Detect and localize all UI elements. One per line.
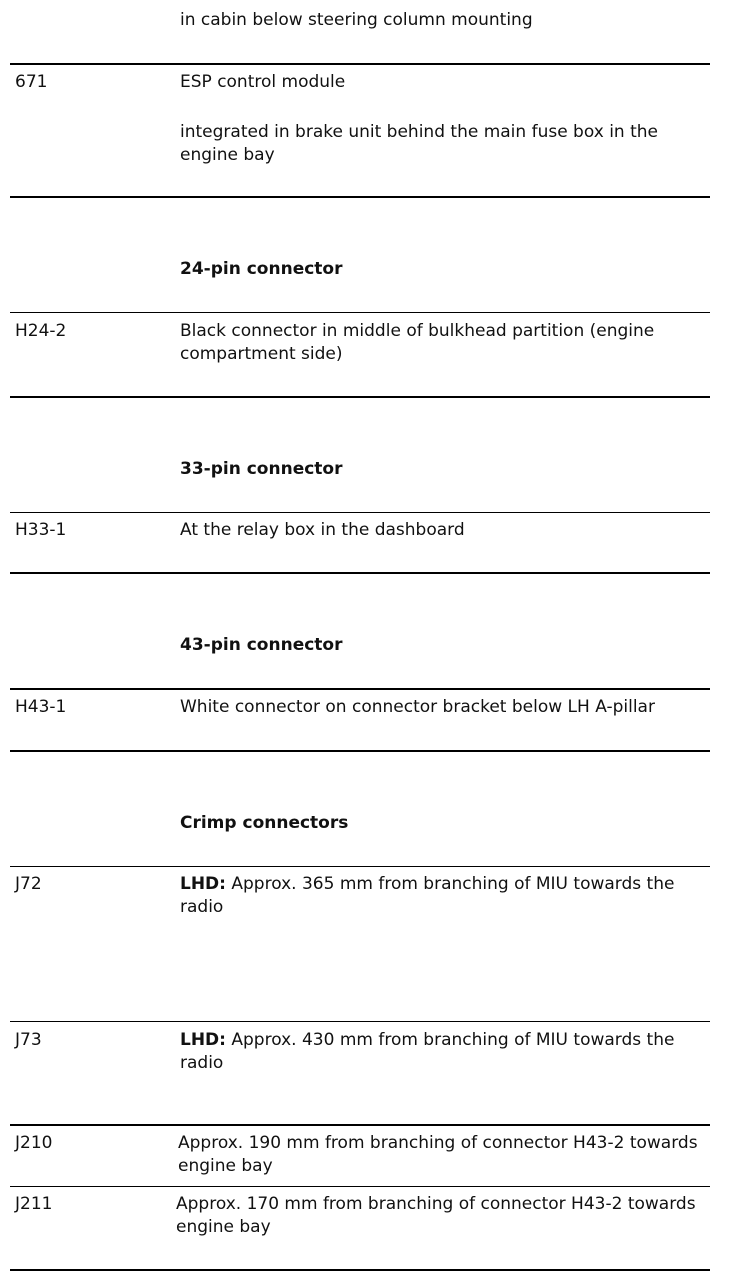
location-text: integrated in brake unit behind the main fuse box in the engine bay <box>180 122 658 165</box>
location-text <box>180 873 705 919</box>
section-heading: 24-pin connector <box>180 259 343 279</box>
section-heading: 43-pin connector <box>180 635 343 655</box>
connector-code: J210 <box>15 1133 53 1153</box>
divider <box>10 1021 710 1022</box>
divider <box>10 750 710 752</box>
connector-code: J72 <box>15 874 42 894</box>
divider <box>10 196 710 198</box>
location-text: At the relay box in the dashboard <box>180 520 465 540</box>
location-detail: Approx. 430 mm from branching of MIU towards the radio <box>180 1030 675 1073</box>
location-detail: Approx. 365 mm from branching of MIU towards the radio <box>180 874 675 917</box>
location-text: Black connector in middle of bulkhead partition (engine compartment side) <box>180 321 655 364</box>
divider <box>10 1269 710 1271</box>
location-text: White connector on connector bracket below LH A-pillar <box>180 697 655 717</box>
divider <box>10 512 710 513</box>
drive-side-label: LHD: <box>180 1030 226 1050</box>
divider <box>10 1186 710 1187</box>
divider <box>10 866 710 867</box>
connector-code: H43-1 <box>15 697 67 717</box>
location-text: Approx. 170 mm from branching of connector H43-2 towards engine bay <box>176 1194 696 1237</box>
connector-code: H33-1 <box>15 520 67 540</box>
drive-side-label: LHD: <box>180 874 226 894</box>
location-text: in cabin below steering column mounting <box>180 10 533 30</box>
section-heading: Crimp connectors <box>180 813 349 833</box>
location-text: Approx. 190 mm from branching of connector H43-2 towards engine bay <box>178 1133 698 1176</box>
divider <box>10 396 710 398</box>
component-title: ESP control module <box>180 72 346 92</box>
component-code: 671 <box>15 72 48 92</box>
connector-code: J73 <box>15 1030 42 1050</box>
divider <box>10 688 710 690</box>
divider <box>10 1124 710 1126</box>
divider <box>10 63 710 65</box>
divider <box>10 312 710 313</box>
section-heading: 33-pin connector <box>180 459 343 479</box>
divider <box>10 572 710 574</box>
connector-code: J211 <box>15 1194 53 1214</box>
location-text <box>180 1029 705 1075</box>
connector-code: H24-2 <box>15 321 67 341</box>
